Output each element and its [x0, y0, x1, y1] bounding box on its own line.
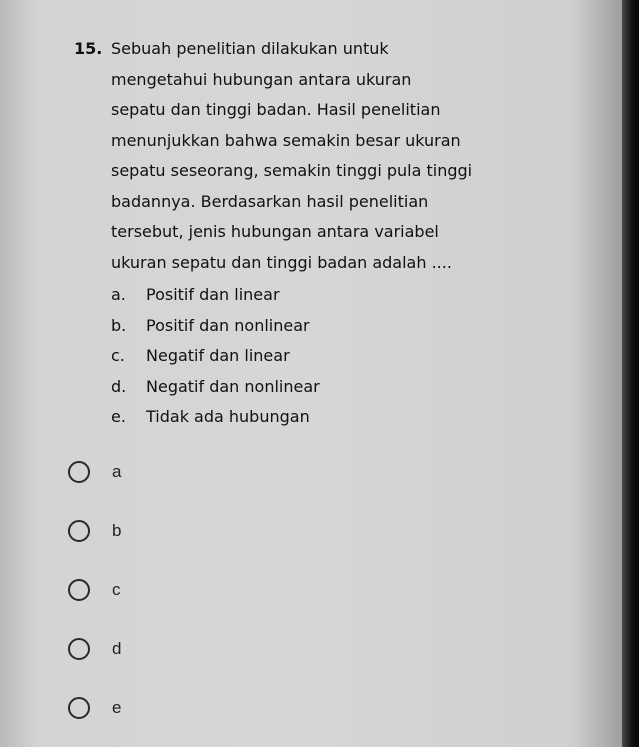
radio-button-icon[interactable] [68, 697, 90, 719]
answer-option-c[interactable] [68, 560, 121, 619]
question-number: 15. [74, 39, 103, 58]
screen-bezel [622, 0, 639, 747]
option-list [111, 280, 534, 433]
answer-label[interactable]: e [112, 697, 122, 717]
option-letter: e. [111, 407, 126, 426]
answer-label[interactable]: d [112, 638, 122, 658]
option-letter: a. [111, 285, 126, 304]
answer-option-b[interactable] [68, 501, 121, 560]
radio-button-icon[interactable] [68, 638, 90, 660]
answer-label[interactable]: b [112, 520, 122, 540]
answer-radio-group [68, 442, 121, 737]
option-letter: d. [111, 376, 127, 396]
answer-label[interactable]: c [112, 579, 121, 599]
option-text: Tidak ada hubungan [146, 407, 310, 426]
question-text: Sebuah penelitian dilakukan untuk mengetahui hubungan antara ukuran sepatu dan tinggi badan. Hasil penelitian menunjukkan bahwa semakin besar ukuran sepatu seseorang, semakin tinggi pula tinggi badannya. Berdasarkan hasil penelitian tersebut, jenis hubungan antara variabel ukuran sepatu dan tinggi badan adalah .... [111, 39, 473, 272]
option-text: Negatif dan linear [146, 346, 290, 365]
radio-button-icon[interactable] [68, 579, 90, 601]
answer-option-e[interactable] [68, 678, 121, 737]
option-item [111, 402, 534, 433]
option-text: Positif dan linear [146, 285, 280, 304]
question-block [74, 34, 534, 433]
answer-option-d[interactable] [68, 619, 121, 678]
option-item [111, 372, 534, 403]
option-letter: b. [111, 315, 127, 335]
option-item [111, 341, 534, 372]
option-item [111, 280, 534, 311]
option-text: Negatif dan nonlinear [146, 376, 320, 396]
radio-button-icon[interactable] [68, 520, 90, 542]
radio-button-icon[interactable] [68, 461, 90, 483]
option-letter: c. [111, 346, 125, 365]
option-text: Positif dan nonlinear [146, 315, 310, 335]
answer-label[interactable]: a [112, 461, 122, 481]
answer-option-a[interactable] [68, 442, 121, 501]
option-item [111, 311, 534, 342]
